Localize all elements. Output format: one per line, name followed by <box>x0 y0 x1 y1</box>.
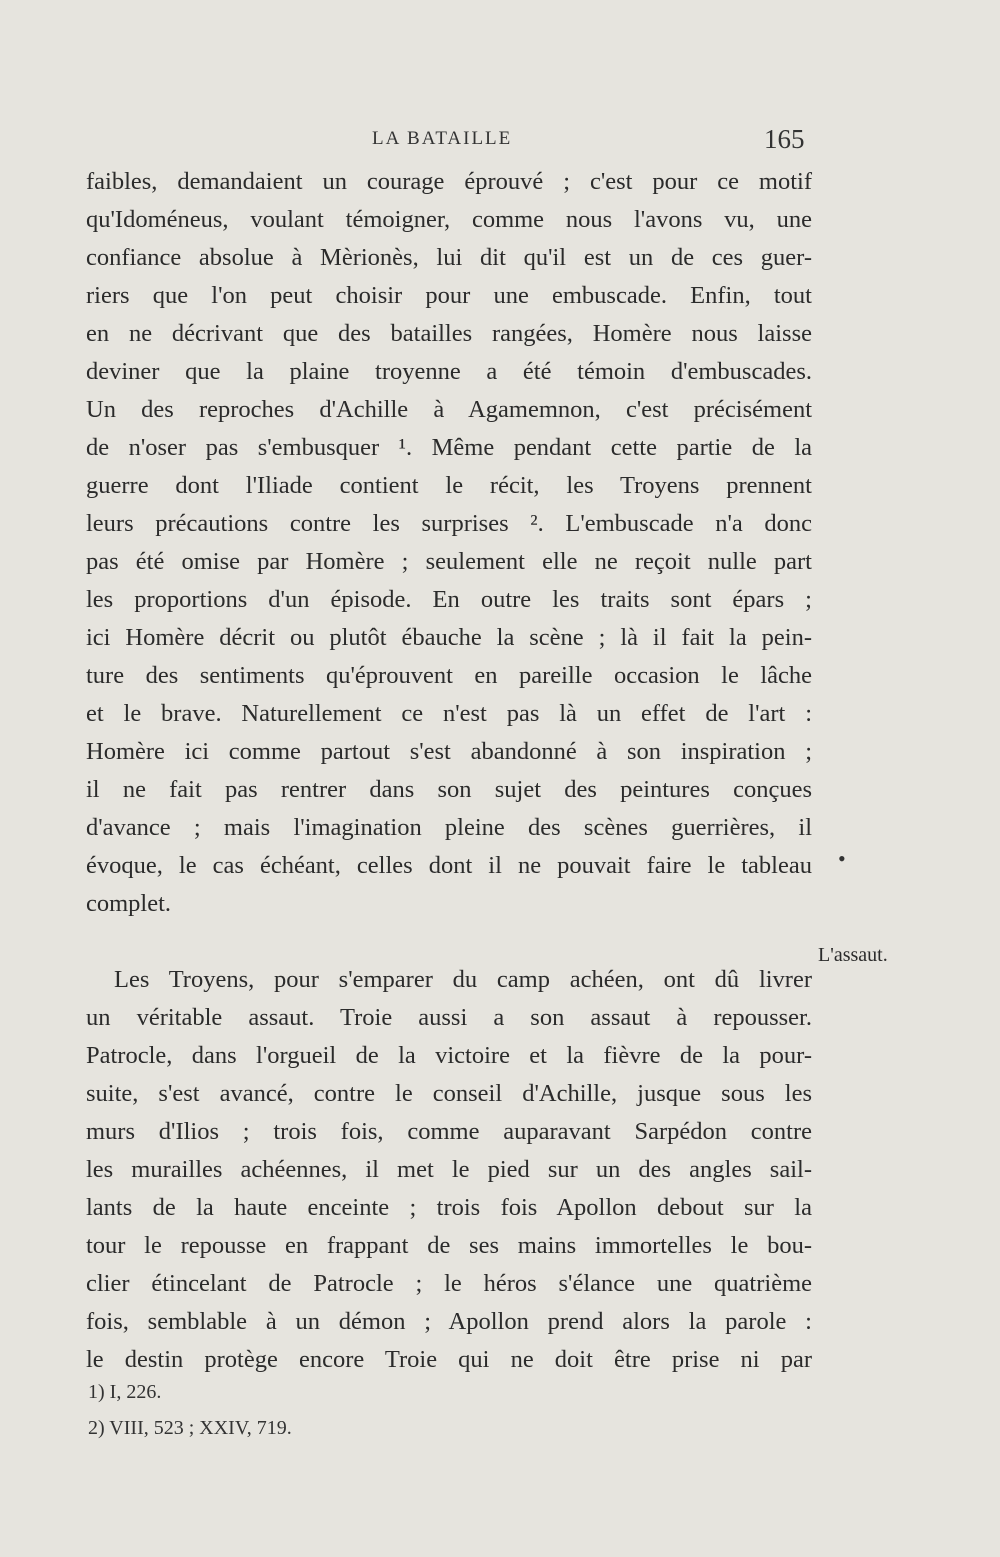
text-line: confiance absolue à Mèrionès, lui dit qu'il est un de ces guer- <box>86 244 812 271</box>
text-line: Homère ici comme partout s'est abandonné à son inspiration ; <box>86 738 812 765</box>
footnotes <box>88 1376 488 1444</box>
text-line: les murailles achéennes, il met le pied sur un des angles sail- <box>86 1156 812 1183</box>
text-line: de n'oser pas s'embusquer ¹. Même pendant cette partie de la <box>86 434 812 461</box>
text-line: murs d'Ilios ; trois fois, comme auparavant Sarpédon contre <box>86 1118 812 1145</box>
paragraph-2 <box>86 961 812 1379</box>
running-title: LA BATAILLE <box>372 128 513 149</box>
text-line: clier étincelant de Patrocle ; le héros s'élance une quatrième <box>86 1270 812 1297</box>
text-line: et le brave. Naturellement ce n'est pas là un effet de l'art : <box>86 700 812 727</box>
text-line: complet. <box>86 890 172 917</box>
text-line: Un des reproches d'Achille à Agamemnon, c'est précisément <box>86 396 812 423</box>
text-line: lants de la haute enceinte ; trois fois Apollon debout sur la <box>86 1194 812 1221</box>
text-line: les proportions d'un épisode. En outre les traits sont épars ; <box>86 586 812 613</box>
margin-note: L'assaut. <box>818 944 888 966</box>
text-line: le destin protège encore Troie qui ne doit être prise ni par <box>86 1346 812 1373</box>
text-line: deviner que la plaine troyenne a été témoin d'embuscades. <box>86 358 812 385</box>
text-line: leurs précautions contre les surprises ². L'embuscade n'a donc <box>86 510 812 537</box>
text-line: un véritable assaut. Troie aussi a son assaut à repousser. <box>86 1004 812 1031</box>
text-line: tour le repousse en frappant de ses mains immortelles le bou- <box>86 1232 812 1259</box>
text-line: ici Homère décrit ou plutôt ébauche la scène ; là il fait la pein- <box>86 624 812 651</box>
text-line: faibles, demandaient un courage éprouvé ; c'est pour ce motif <box>86 168 812 195</box>
side-mark: • <box>838 846 846 871</box>
text-line: Les Troyens, pour s'emparer du camp achéen, ont dû livrer <box>114 966 812 993</box>
text-line: il ne fait pas rentrer dans son sujet des peintures conçues <box>86 776 812 803</box>
text-line: qu'Idoméneus, voulant témoigner, comme nous l'avons vu, une <box>86 206 812 233</box>
page-number: 165 <box>764 124 805 154</box>
text-line: évoque, le cas échéant, celles dont il ne pouvait faire le tableau <box>86 852 812 879</box>
paragraph-1 <box>86 163 812 923</box>
text-line: ture des sentiments qu'éprouvent en pareille occasion le lâche <box>86 662 812 689</box>
paragraph-gap <box>86 923 812 961</box>
footnote-2: 2) VIII, 523 ; XXIV, 719. <box>88 1417 292 1439</box>
text-line: riers que l'on peut choisir pour une embuscade. Enfin, tout <box>86 282 812 309</box>
running-head <box>0 124 1000 158</box>
text-line: en ne décrivant que des batailles rangées, Homère nous laisse <box>86 320 812 347</box>
text-line: suite, s'est avancé, contre le conseil d'Achille, jusque sous les <box>86 1080 812 1107</box>
text-line: d'avance ; mais l'imagination pleine des scènes guerrières, il <box>86 814 812 841</box>
body-text <box>86 163 812 1379</box>
text-line: guerre dont l'Iliade contient le récit, les Troyens prennent <box>86 472 812 499</box>
text-line: Patrocle, dans l'orgueil de la victoire et la fièvre de la pour- <box>86 1042 812 1069</box>
text-line: pas été omise par Homère ; seulement elle ne reçoit nulle part <box>86 548 812 575</box>
footnote-1: 1) I, 226. <box>88 1381 162 1403</box>
text-line: fois, semblable à un démon ; Apollon prend alors la parole : <box>86 1308 812 1335</box>
